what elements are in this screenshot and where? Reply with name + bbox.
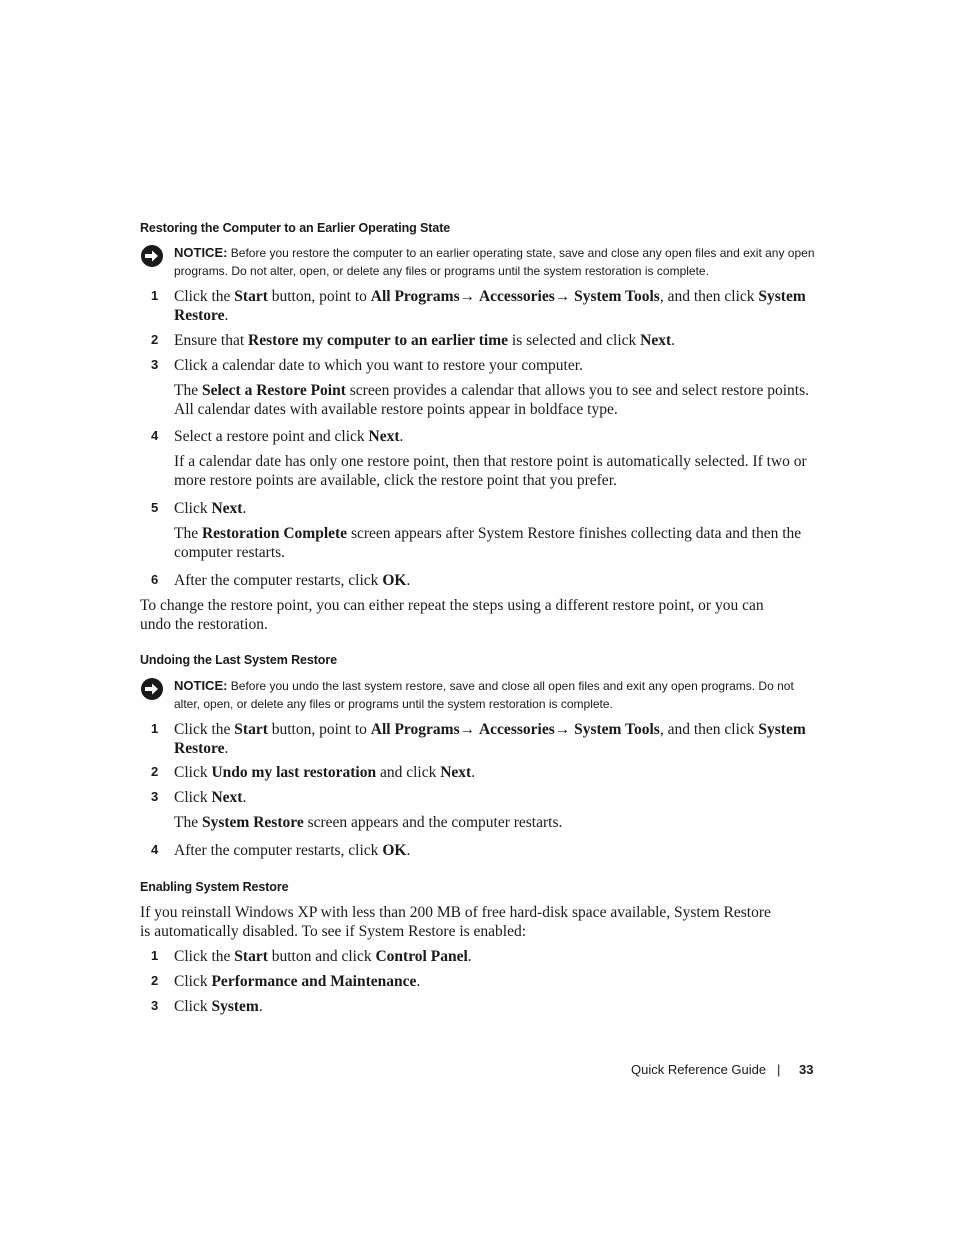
section-heading-restoring: Restoring the Computer to an Earlier Operating State <box>140 221 451 235</box>
step-number: 3 <box>151 789 159 804</box>
notice-arrow-icon <box>140 677 164 701</box>
step-text: Click Next. <box>174 789 247 806</box>
closing-paragraph: To change the restore point, you can either repeat the steps using a different restore point, or you can undo the restoration. <box>140 597 764 633</box>
step-number: 1 <box>151 721 159 736</box>
step-detail: The System Restore screen appears and the computer restarts. <box>174 814 563 831</box>
step-text: Click System. <box>174 998 263 1015</box>
notice-arrow-icon <box>140 244 164 268</box>
step-detail: The Select a Restore Point screen provides a calendar that allows you to see and select restore points. All calendar dates with available restore points appear in boldface type. <box>174 382 810 418</box>
step-number: 4 <box>151 842 159 857</box>
step-text: Click a calendar date to which you want to restore your computer. <box>174 357 583 374</box>
section-heading-undoing: Undoing the Last System Restore <box>140 653 337 667</box>
step-text: Click Undo my last restoration and click Next. <box>174 764 476 781</box>
step-number: 1 <box>151 948 159 963</box>
step-text: Click the Start button, point to All Programs→ Accessories→ System Tools, and then click System Restore. <box>174 721 806 757</box>
notice-label: NOTICE: <box>174 678 228 693</box>
step-text: After the computer restarts, click OK. <box>174 842 411 859</box>
footer-guide-title: Quick Reference Guide <box>631 1062 767 1077</box>
step-number: 2 <box>151 973 159 988</box>
step-number: 4 <box>151 428 159 443</box>
step-detail: If a calendar date has only one restore point, then that restore point is automatically selected. If two or more restore points are available, click the restore point that you prefer. <box>174 453 807 489</box>
notice-body: Before you restore the computer to an earlier operating state, save and close any open files and exit any open programs. Do not alter, open, or delete any files or programs until the system restoration is complete. <box>174 246 815 278</box>
step-number: 3 <box>151 357 159 372</box>
step-number: 5 <box>151 500 159 515</box>
footer-separator: | <box>777 1062 781 1077</box>
section-heading-enabling: Enabling System Restore <box>140 880 289 894</box>
step-text: Click the Start button, point to All Programs→ Accessories→ System Tools, and then click System Restore. <box>174 288 806 324</box>
step-detail: The Restoration Complete screen appears after System Restore finishes collecting data and then the computer restarts. <box>174 525 802 561</box>
notice-text <box>174 244 820 280</box>
step-number: 3 <box>151 998 159 1013</box>
step-number: 2 <box>151 764 159 779</box>
intro-paragraph: If you reinstall Windows XP with less than 200 MB of free hard-disk space available, System Restore is automatically disabled. To see if System Restore is enabled: <box>140 904 771 940</box>
step-text: After the computer restarts, click OK. <box>174 572 411 589</box>
step-number: 6 <box>151 572 159 587</box>
notice-label: NOTICE: <box>174 245 228 260</box>
step-text: Ensure that Restore my computer to an earlier time is selected and click Next. <box>174 332 676 349</box>
step-text: Select a restore point and click Next. <box>174 428 404 445</box>
step-text: Click Next. <box>174 500 247 517</box>
notice-body: Before you undo the last system restore, save and close all open files and exit any open programs. Do not alter, open, or delete any files or programs until the system restoration is complete. <box>174 679 794 711</box>
page-number: 33 <box>799 1062 814 1077</box>
step-number: 1 <box>151 288 159 303</box>
step-text: Click Performance and Maintenance. <box>174 973 421 990</box>
step-text: Click the Start button and click Control Panel. <box>174 948 472 965</box>
step-number: 2 <box>151 332 159 347</box>
notice-text <box>174 677 820 713</box>
